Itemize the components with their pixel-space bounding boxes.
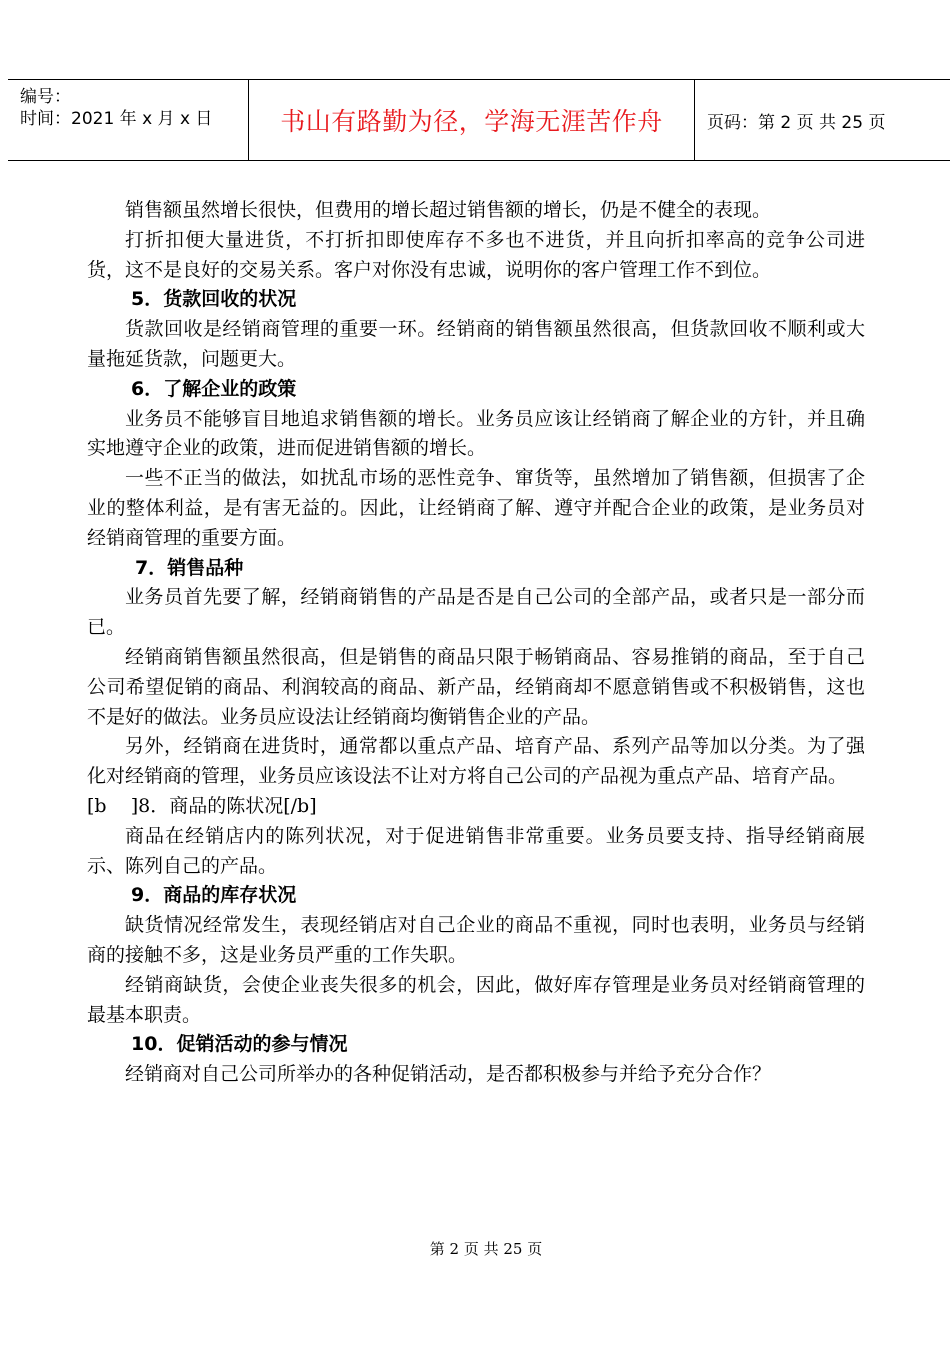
body-paragraph: 商品在经销店内的陈列状况，对于促进销售非常重要。业务员要支持、指导经销商展示、陈列自己的产品。 xyxy=(87,824,865,877)
section-heading: 7．销售品种 xyxy=(135,556,244,579)
header-meta xyxy=(8,80,249,160)
page-header xyxy=(8,79,950,161)
body-paragraph: 一些不正当的做法，如扰乱市场的恶性竞争、窜货等，虽然增加了销售额，但损害了企业的整体利益，是有害无益的。因此，让经销商了解、遵守并配合企业的政策，是业务员对经销商管理的重要方面。 xyxy=(87,467,865,549)
header-page-cell xyxy=(695,80,950,160)
section-heading-raw: [b ]8．商品的陈状况[/b] xyxy=(87,794,317,817)
header-motto-cell xyxy=(249,80,695,160)
header-page-number: 页码：第 2 页 共 25 页 xyxy=(707,112,886,133)
date-label: 时间：2021 年 x 月 x 日 xyxy=(20,109,213,129)
body-paragraph: 另外，经销商在进货时，通常都以重点产品、培育产品、系列产品等加以分类。为了强化对经销商的管理，业务员应该设法不让对方将自己公司的产品视为重点产品、培育产品。 xyxy=(87,735,865,788)
section-heading: 9．商品的库存状况 xyxy=(131,884,297,907)
section-heading: 5．货款回收的状况 xyxy=(131,288,297,311)
body-paragraph: 经销商缺货，会使企业丧失很多的机会，因此，做好库存管理是业务员对经销商管理的最基本职责。 xyxy=(87,973,865,1026)
document-body xyxy=(87,196,865,1090)
body-paragraph: 经销商对自己公司所举办的各种促销活动，是否都积极参与并给予充分合作？ xyxy=(125,1063,772,1086)
body-paragraph: 业务员不能够盲目地追求销售额的增长。业务员应该让经销商了解企业的方针，并且确实地遵守企业的政策，进而促进销售额的增长。 xyxy=(87,407,865,460)
body-paragraph: 业务员首先要了解，经销商销售的产品是否是自己公司的全部产品，或者只是一部分而已。 xyxy=(87,586,865,639)
page-footer: 第 2 页 共 25 页 xyxy=(429,1240,543,1258)
body-paragraph: 货款回收是经销商管理的重要一环。经销商的销售额虽然很高，但货款回收不顺利或大量拖延货款，问题更大。 xyxy=(87,318,865,370)
header-motto: 书山有路勤为径，学海无涯苦作舟 xyxy=(280,107,663,136)
body-paragraph: 打折扣便大量进货，不打折扣即使库存不多也不进货，并且向折扣率高的竞争公司进货，这不是良好的交易关系。客户对你没有忠诚，说明你的客户管理工作不到位。 xyxy=(87,228,865,281)
section-heading: 10．促销活动的参与情况 xyxy=(131,1033,348,1056)
body-paragraph: 缺货情况经常发生，表现经销店对自己企业的商品不重视，同时也表明，业务员与经销商的接触不多，这是业务员严重的工作失职。 xyxy=(87,914,865,966)
body-paragraph: 销售额虽然增长很快，但费用的增长超过销售额的增长，仍是不健全的表现。 xyxy=(125,199,772,221)
section-heading: 6．了解企业的政策 xyxy=(131,377,297,400)
serial-number-label: 编号： xyxy=(20,87,71,107)
body-paragraph: 经销商销售额虽然很高，但是销售的商品只限于畅销商品、容易推销的商品，至于自己公司希望促销的商品、利润较高的商品、新产品，经销商却不愿意销售或不积极销售，这也不是好的做法。业务员应设法让经销商均衡销售企业的产品。 xyxy=(87,645,865,728)
